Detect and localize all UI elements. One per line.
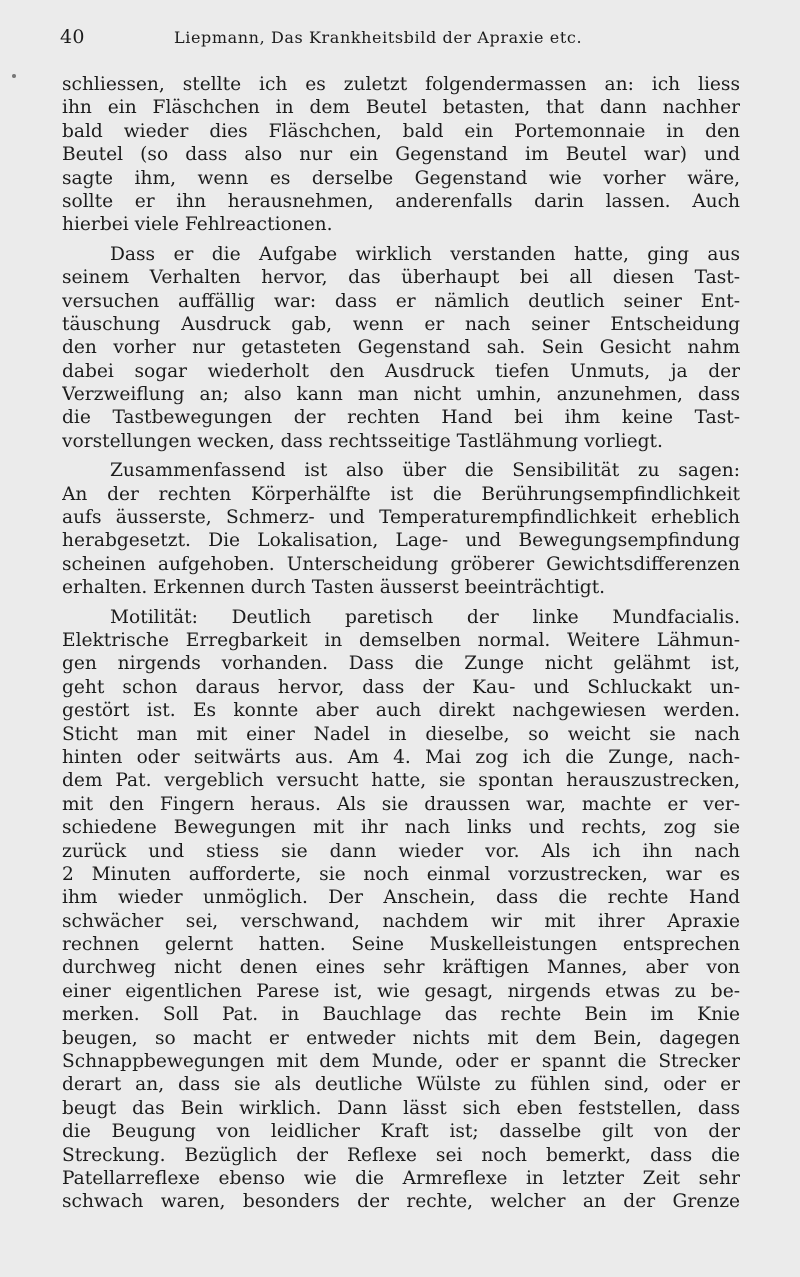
text-line: Streckung. Bezüglich der Reflexe sei noch bemerkt, dass die [62,1144,740,1166]
text-line: Sticht man mit einer Nadel in dieselbe, so weicht sie nach [62,723,740,745]
text-line: Patellarreflexe ebenso wie die Armreflexe in letzter Zeit sehr [62,1167,740,1189]
text-line: schwächer sei, verschwand, nachdem wir mit ihrer Apraxie [62,910,740,932]
text-line: beugt das Bein wirklich. Dann lässt sich eben feststellen, dass [62,1097,740,1119]
text-line: schliessen, stellte ich es zuletzt folgendermassen an: ich liess [62,74,740,95]
page-header [60,26,740,50]
text-line: 2 Minuten aufforderte, sie noch einmal vorzustrecken, war es [62,863,740,885]
text-line: beugen, so macht er entweder nichts mit dem Bein, dagegen [62,1027,740,1049]
text-line: aufs äusserste, Schmerz- und Temperaturempfindlichkeit erheblich [62,507,740,529]
text-line: schwach waren, besonders der rechte, welcher an der Grenze [62,1191,740,1213]
text-line: durchweg nicht denen eines sehr kräftigen Mannes, aber von [62,957,740,979]
text-line: derart an, dass sie als deutliche Wülste zu fühlen sind, oder er [62,1074,740,1096]
body-text [62,73,740,1214]
text-line: gen nirgends vorhanden. Dass die Zunge nicht gelähmt ist, [62,653,740,675]
text-line: hinten oder seitwärts aus. Am 4. Mai zog ich die Zunge, nach- [62,746,740,768]
text-line: versuchen auffällig war: dass er nämlich deutlich seiner Ent- [62,290,740,312]
text-line: Beutel (so dass also nur ein Gegenstand im Beutel war) und [62,144,740,166]
text-line: sollte er ihn herausnehmen, anderenfalls darin lassen. Auch [62,190,740,212]
ink-spot [12,74,16,78]
text-line: ihn ein Fläschchen in dem Beutel betasten, that dann nachher [62,97,740,119]
text-line: erhalten. Erkennen durch Tasten äusserst beeinträchtigt. [62,577,606,599]
text-line: Verzweiflung an; also kann man nicht umhin, anzunehmen, dass [62,384,740,406]
text-line: hierbei viele Fehlreactionen. [62,214,333,236]
text-line: die Beugung von leidlicher Kraft ist; dasselbe gilt von der [62,1121,740,1143]
text-line: zurück und stiess sie dann wieder vor. Als ich ihn nach [62,840,740,862]
text-line: mit den Fingern heraus. Als sie draussen war, machte er ver- [62,793,740,815]
text-line: täuschung Ausdruck gab, wenn er nach seiner Entscheidung [62,313,740,335]
text-line: den vorher nur getasteten Gegenstand sah. Sein Gesicht nahm [62,337,740,359]
running-title: Liepmann, Das Krankheitsbild der Apraxie etc. [174,28,583,47]
text-line: gestört ist. Es konnte aber auch direkt nachgewiesen werden. [62,700,740,722]
text-line: scheinen aufgehoben. Unterscheidung gröberer Gewichtsdifferenzen [62,553,740,575]
text-line: Dass er die Aufgabe wirklich verstanden hatte, ging aus [110,243,740,265]
text-line: seinem Verhalten hervor, das überhaupt bei all diesen Tast- [62,267,740,289]
text-line: bald wieder dies Fläschchen, bald ein Portemonnaie in den [62,120,740,142]
text-line: Zusammenfassend ist also über die Sensibilität zu sagen: [110,460,740,482]
text-line: herabgesetzt. Die Lokalisation, Lage- und Bewegungsempfindung [62,530,740,552]
text-line: rechnen gelernt hatten. Seine Muskelleistungen entsprechen [62,934,740,956]
text-line: An der rechten Körperhälfte ist die Berührungsempfindlichkeit [62,483,740,505]
text-line: die Tastbewegungen der rechten Hand bei ihm keine Tast- [62,407,740,429]
text-line: Motilität: Deutlich paretisch der linke Mundfacialis. [110,606,740,628]
text-line: geht schon daraus hervor, dass der Kau- und Schluckakt un- [62,676,740,698]
text-line: merken. Soll Pat. in Bauchlage das rechte Bein im Knie [62,1004,740,1026]
text-line: dabei sogar wiederholt den Ausdruck tiefen Unmuts, ja der [62,360,740,382]
text-line: Schnappbewegungen mit dem Munde, oder er spannt die Strecker [62,1051,740,1073]
text-line: schiedene Bewegungen mit ihr nach links und rechts, zog sie [62,817,740,839]
text-line: Elektrische Erregbarkeit in demselben normal. Weitere Lähmun- [62,629,740,651]
page-number: 40 [60,26,85,48]
text-line: sagte ihm, wenn es derselbe Gegenstand wie vorher wäre, [62,167,740,189]
text-line: einer eigentlichen Parese ist, wie gesagt, nirgends etwas zu be- [62,980,740,1002]
text-line: dem Pat. vergeblich versucht hatte, sie spontan herauszustrecken, [62,770,740,792]
text-line: ihm wieder unmöglich. Der Anschein, dass die rechte Hand [62,887,740,909]
text-line: vorstellungen wecken, dass rechtsseitige Tastlähmung vorliegt. [62,430,663,452]
